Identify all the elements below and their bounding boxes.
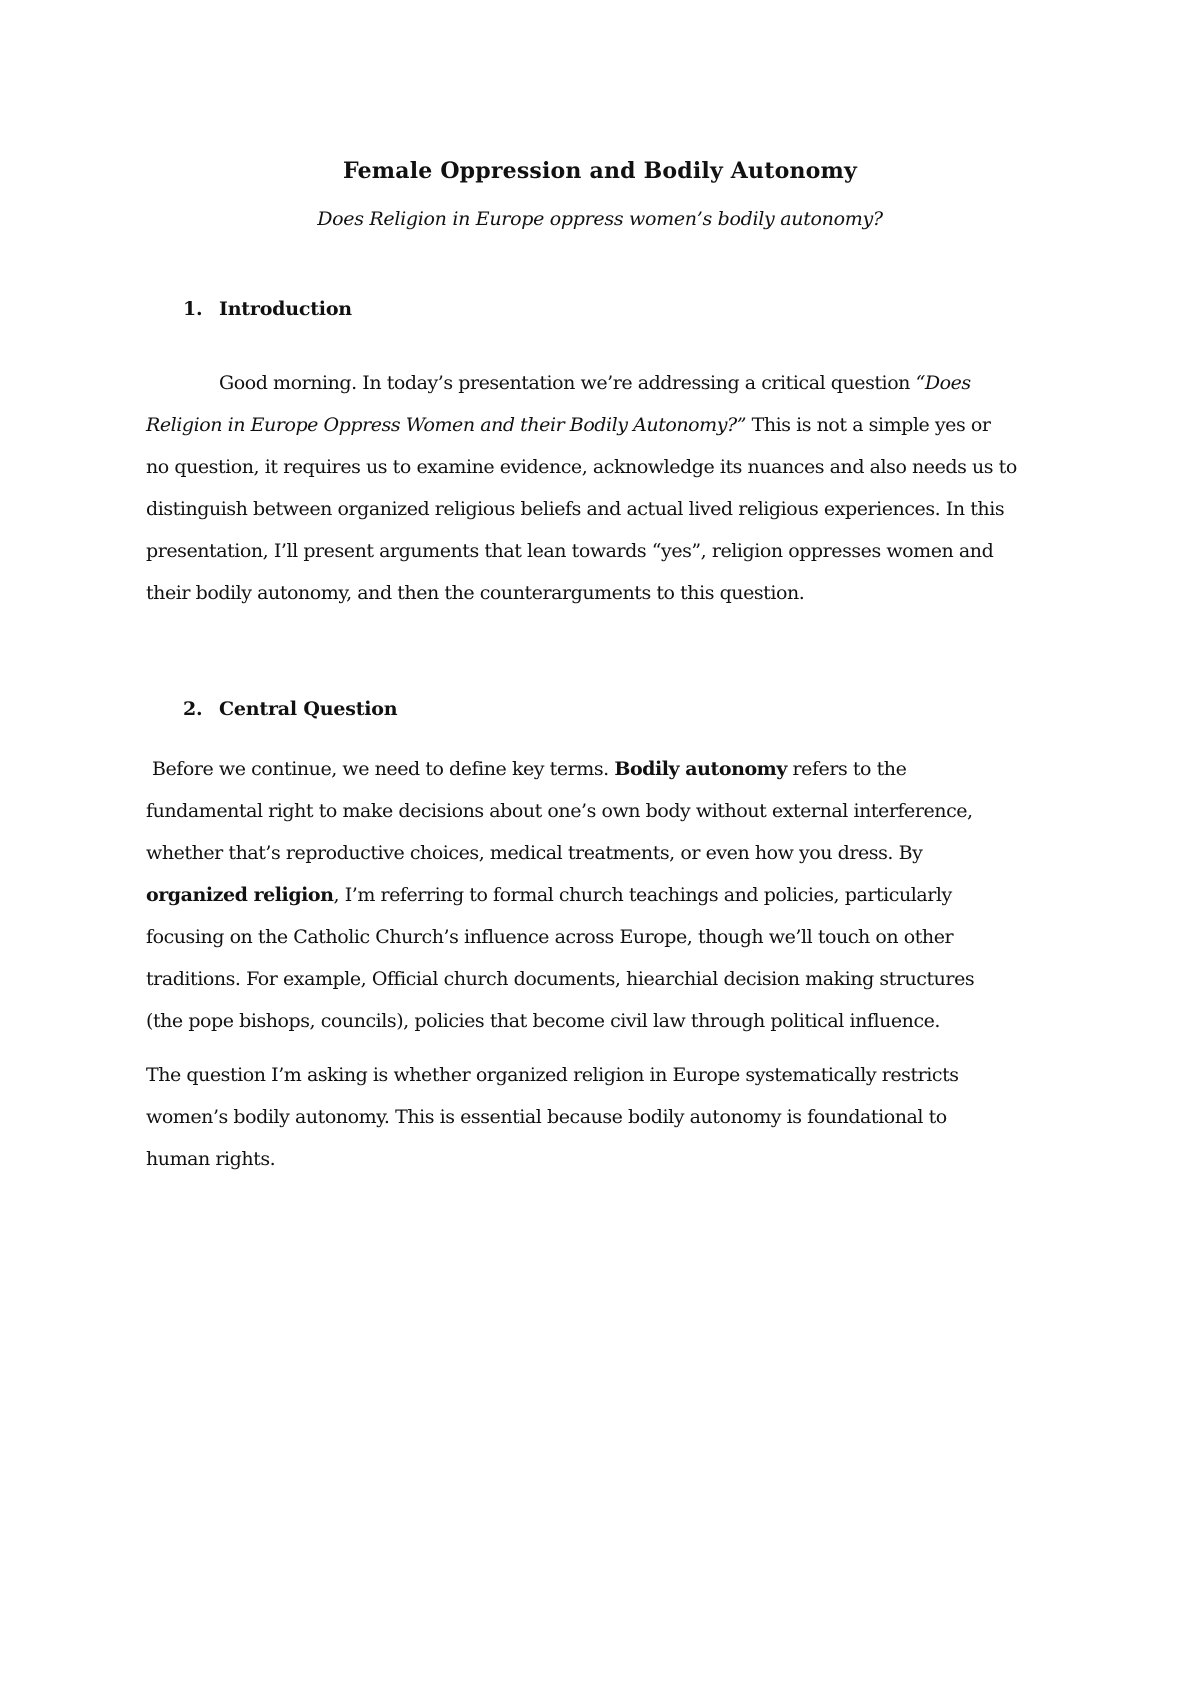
- paragraph-line: whether that’s reproductive choices, medical treatments, or even how you dress. By: [146, 842, 923, 864]
- paragraph-line: The question I’m asking is whether organized religion in Europe systematically restricts: [146, 1064, 959, 1086]
- paragraph-line: focusing on the Catholic Church’s influence across Europe, though we’ll touch on other: [146, 926, 954, 948]
- paragraph-line: [146, 748, 1086, 790]
- paragraph-line: [146, 404, 1086, 446]
- text-run: Before we continue, we need to define key terms.: [152, 758, 615, 780]
- paragraph-line: [146, 362, 1086, 404]
- paragraph-line: no question, it requires us to examine evidence, acknowledge its nuances and also needs us to: [146, 456, 1017, 478]
- central-question-paragraph-2: [146, 1054, 1086, 1180]
- bold-term: Bodily autonomy: [614, 758, 787, 780]
- text-run: This is not a simple yes or: [746, 414, 991, 436]
- document-title: Female Oppression and Bodily Autonomy: [342, 158, 858, 184]
- italic-quote: “Does: [915, 372, 971, 394]
- paragraph-line: their bodily autonomy, and then the counterarguments to this question.: [146, 582, 805, 604]
- paragraph-line: (the pope bishops, councils), policies that become civil law through political influence.: [146, 1010, 941, 1032]
- section-title: Central Question: [219, 698, 398, 720]
- section-number: 1.: [183, 298, 203, 320]
- text-run: refers to the: [786, 758, 907, 780]
- paragraph-line: traditions. For example, Official church documents, hiearchial decision making structures: [146, 968, 975, 990]
- paragraph-line: [146, 874, 1086, 916]
- paragraph-line: fundamental right to make decisions about one’s own body without external interference,: [146, 800, 973, 822]
- introduction-paragraph: [146, 362, 1086, 614]
- document-subtitle: Does Religion in Europe oppress women’s bodily autonomy?: [317, 208, 883, 230]
- section-heading-introduction: [183, 298, 352, 320]
- bold-term: organized religion: [146, 884, 334, 906]
- text-run: Good morning. In today’s presentation we’re addressing a critical question: [219, 372, 916, 394]
- paragraph-line: distinguish between organized religious beliefs and actual lived religious experiences. In this: [146, 498, 1005, 520]
- italic-quote: Religion in Europe Oppress Women and their Bodily Autonomy?”: [146, 414, 747, 436]
- text-run: , I’m referring to formal church teachings and policies, particularly: [333, 884, 952, 906]
- section-heading-central-question: [183, 698, 397, 720]
- section-title: Introduction: [219, 298, 352, 320]
- central-question-paragraph-1: [146, 748, 1086, 1042]
- paragraph-line: women’s bodily autonomy. This is essential because bodily autonomy is foundational to: [146, 1106, 947, 1128]
- section-number: 2.: [183, 698, 203, 720]
- paragraph-line: presentation, I’ll present arguments that lean towards “yes”, religion oppresses women and: [146, 540, 994, 562]
- paragraph-line: human rights.: [146, 1148, 276, 1170]
